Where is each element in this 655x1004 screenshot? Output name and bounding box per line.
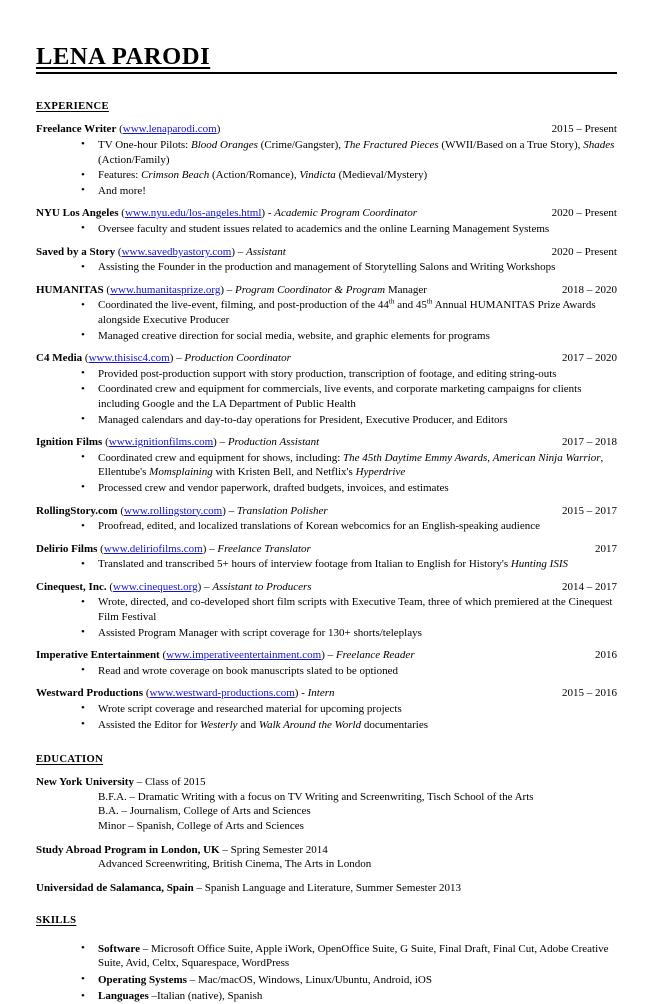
employer-website-link[interactable]: www.nyu.edu/los-angeles.html	[125, 207, 261, 219]
experience-entry-header	[36, 245, 617, 260]
experience-bullet: • Translated and transcribed 5+ hours of interview footage from Italian to English for History's Hunting ISIS	[36, 557, 617, 572]
experience-entry-header	[36, 283, 617, 298]
experience-bullet: • Wrote, directed, and co-developed short film scripts with Executive Team, three of which premiered at the Cinequest Film Festival	[36, 595, 617, 624]
employer-name: Cinequest, Inc.	[36, 581, 107, 593]
experience-entry-header	[36, 542, 617, 557]
school-name: New York University	[36, 776, 134, 788]
experience-bullet: • Coordinated crew and equipment for shows, including: The 45th Daytime Emmy Awards, American Ninja Warrior, Ellentube's Momsplaining with Kristen Bell, and Netflix's Hyperdrive	[36, 451, 617, 480]
employer-website-link[interactable]: www.westward-productions.com	[149, 687, 294, 699]
job-role: Assistant	[246, 246, 286, 258]
employer-website-link[interactable]: www.savedbyastory.com	[122, 246, 232, 258]
experience-entry-dates: 2015 – 2016	[562, 686, 617, 701]
experience-bullet: • Proofread, edited, and localized translations of Korean webcomics for an English-speaking audience	[36, 519, 617, 534]
school-detail: – Spring Semester 2014	[220, 844, 328, 856]
experience-entry-dates: 2015 – 2017	[562, 504, 617, 519]
job-role-suffix: Manager	[388, 284, 427, 296]
experience-entry	[36, 542, 617, 572]
experience-entry-header	[36, 351, 617, 366]
experience-bullet-list	[36, 298, 617, 343]
resume-header	[36, 44, 617, 74]
job-role: Translation Polisher	[237, 505, 328, 517]
skill-value: – Mac/macOS, Windows, Linux/Ubuntu, Android, iOS	[187, 974, 432, 986]
section-heading-education: EDUCATION	[36, 754, 103, 765]
experience-entry	[36, 686, 617, 732]
experience-entry	[36, 245, 617, 275]
experience-entry-header	[36, 686, 617, 701]
employer-website-link[interactable]: www.lenaparodi.com	[123, 123, 217, 135]
employer-name: Imperative Entertainment	[36, 649, 160, 661]
experience-entry-dates: 2015 – Present	[552, 122, 617, 137]
job-role: Production Coordinator	[184, 352, 290, 364]
experience-entry-header	[36, 122, 617, 137]
experience-entry	[36, 435, 617, 495]
experience-entry-title: NYU Los Angeles (www.nyu.edu/los-angeles.html) - Academic Program Coordinator	[36, 206, 552, 221]
employer-website-link[interactable]: www.ignitionfilms.com	[109, 436, 213, 448]
experience-entry-title: Imperative Entertainment (www.imperativeentertainment.com) – Freelance Reader	[36, 648, 595, 663]
experience-bullet-list	[36, 367, 617, 428]
job-role: Freelance Translator	[217, 543, 310, 555]
employer-website-link[interactable]: www.thisisc4.com	[89, 352, 170, 364]
employer-name: HUMANITAS	[36, 284, 104, 296]
school-name: Universidad de Salamanca, Spain	[36, 882, 194, 894]
experience-entry-title: Ignition Films (www.ignitionfilms.com) – Production Assistant	[36, 435, 562, 450]
experience-entry	[36, 648, 617, 678]
section-heading-experience: EXPERIENCE	[36, 101, 109, 112]
experience-bullet: • Assisted the Editor for Westerly and Walk Around the World documentaries	[36, 718, 617, 733]
experience-entry-dates: 2020 – Present	[552, 206, 617, 221]
education-entry	[36, 775, 617, 834]
job-role: Program Coordinator & Program	[235, 284, 385, 296]
education-detail-line: B.F.A. – Dramatic Writing with a focus on TV Writing and Screenwriting, Tisch School of the Arts	[36, 790, 617, 805]
experience-bullet-list	[36, 595, 617, 640]
experience-list	[36, 122, 617, 732]
experience-bullet: • Managed creative direction for social media, website, and graphic elements for programs	[36, 329, 617, 344]
experience-entry-title: Delirio Films (www.deliriofilms.com) – Freelance Translator	[36, 542, 595, 557]
experience-bullet-list	[36, 451, 617, 496]
section-heading-skills: SKILLS	[36, 915, 76, 926]
employer-name: Westward Productions	[36, 687, 143, 699]
experience-entry-title: Freelance Writer (www.lenaparodi.com)	[36, 122, 552, 137]
experience-bullet: • Assisting the Founder in the production and management of Storytelling Salons and Writing Workshops	[36, 260, 617, 275]
employer-website-link[interactable]: www.rollingstory.com	[124, 505, 222, 517]
experience-entry-dates: 2020 – Present	[552, 245, 617, 260]
employer-name: Delirio Films	[36, 543, 97, 555]
skill-item	[36, 989, 617, 1004]
experience-entry-header	[36, 206, 617, 221]
experience-entry-dates: 2014 – 2017	[562, 580, 617, 595]
experience-bullet: • Provided post-production support with story production, transcription of footage, and editing string-outs	[36, 367, 617, 382]
education-entry-header	[36, 881, 617, 896]
experience-entry	[36, 504, 617, 534]
skill-label: Software	[98, 943, 140, 955]
experience-entry	[36, 580, 617, 640]
employer-name: Ignition Films	[36, 436, 102, 448]
employer-website-link[interactable]: www.humanitasprize.org	[110, 284, 220, 296]
experience-bullet-list	[36, 702, 617, 732]
experience-bullet: • Wrote script coverage and researched material for upcoming projects	[36, 702, 617, 717]
experience-bullet-list	[36, 519, 617, 534]
experience-entry-title: HUMANITAS (www.humanitasprize.org) – Program Coordinator & Program Manager	[36, 283, 562, 298]
skill-value: –Italian (native), Spanish	[149, 990, 263, 1002]
education-list	[36, 775, 617, 895]
experience-entry-dates: 2017 – 2018	[562, 435, 617, 450]
skill-item	[36, 973, 617, 988]
job-role: Academic Program Coordinator	[274, 207, 417, 219]
experience-entry-header	[36, 580, 617, 595]
education-entry	[36, 881, 617, 896]
experience-bullet-list	[36, 557, 617, 572]
experience-bullet: • And more!	[36, 184, 617, 199]
employer-website-link[interactable]: www.cinequest.org	[113, 581, 198, 593]
education-entry-header	[36, 775, 617, 790]
experience-bullet: • Processed crew and vendor paperwork, drafted budgets, invoices, and estimates	[36, 481, 617, 496]
skill-value: – Microsoft Office Suite, Apple iWork, OpenOffice Suite, G Suite, Final Draft, Final Cut, Adobe Creative Suite, Avid, Celtx, Squarespace, WordPress	[98, 943, 609, 970]
skill-label: Languages	[98, 990, 149, 1002]
experience-bullet: • Read and wrote coverage on book manuscripts slated to be optioned	[36, 664, 617, 679]
skill-item	[36, 942, 617, 972]
experience-entry-dates: 2016	[595, 648, 617, 663]
experience-bullet: • Coordinated crew and equipment for commercials, live events, and corporate marketing campaigns for clients including Google and the LA Department of Public Health	[36, 382, 617, 411]
experience-entry-title: C4 Media (www.thisisc4.com) – Production Coordinator	[36, 351, 562, 366]
education-entry	[36, 843, 617, 872]
experience-entry-header	[36, 648, 617, 663]
experience-entry-dates: 2017	[595, 542, 617, 557]
section-skills-heading-wrap	[36, 910, 617, 928]
employer-name: NYU Los Angeles	[36, 207, 119, 219]
education-detail-line: Minor – Spanish, College of Arts and Sciences	[36, 819, 617, 834]
experience-bullet: • Features: Crimson Beach (Action/Romance), Vindicta (Medieval/Mystery)	[36, 168, 617, 183]
experience-bullet: • Oversee faculty and student issues related to academics and the online Learning Management Systems	[36, 222, 617, 237]
experience-entry	[36, 206, 617, 236]
employer-name: Saved by a Story	[36, 246, 115, 258]
section-experience-heading-wrap	[36, 96, 617, 114]
experience-entry	[36, 351, 617, 427]
experience-bullet-list	[36, 260, 617, 275]
header-divider	[36, 72, 617, 74]
experience-entry	[36, 283, 617, 343]
section-education-heading-wrap	[36, 749, 617, 767]
experience-bullet: • Managed calendars and day-to-day operations for President, Executive Producer, and Editors	[36, 413, 617, 428]
experience-entry-title: RollingStory.com (www.rollingstory.com) – Translation Polisher	[36, 504, 562, 519]
employer-name: RollingStory.com	[36, 505, 118, 517]
job-role: Production Assistant	[228, 436, 319, 448]
experience-bullet-list	[36, 222, 617, 237]
experience-bullet-list	[36, 664, 617, 679]
experience-entry-dates: 2018 – 2020	[562, 283, 617, 298]
skill-label: Operating Systems	[98, 974, 187, 986]
experience-bullet: • Assisted Program Manager with script coverage for 130+ shorts/teleplays	[36, 626, 617, 641]
experience-entry-dates: 2017 – 2020	[562, 351, 617, 366]
job-role: Assistant to Producers	[212, 581, 311, 593]
education-entry-header	[36, 843, 617, 858]
experience-entry	[36, 122, 617, 198]
education-detail-line: Advanced Screenwriting, British Cinema, The Arts in London	[36, 857, 617, 872]
skills-list	[36, 942, 617, 1004]
employer-name: Freelance Writer	[36, 123, 116, 135]
school-detail: – Spanish Language and Literature, Summer Semester 2013	[194, 882, 461, 894]
experience-bullet: • Coordinated the live-event, filming, and post-production of the 44th and 45th Annual HUMANITAS Prize Awards alongside Executive Producer	[36, 298, 617, 327]
experience-entry-title: Cinequest, Inc. (www.cinequest.org) – Assistant to Producers	[36, 580, 562, 595]
experience-entry-title: Saved by a Story (www.savedbyastory.com) – Assistant	[36, 245, 552, 260]
job-role: Intern	[308, 687, 335, 699]
school-detail: – Class of 2015	[134, 776, 206, 788]
job-role: Freelance Reader	[336, 649, 415, 661]
experience-bullet: • TV One-hour Pilots: Blood Oranges (Crime/Gangster), The Fractured Pieces (WWII/Based on a True Story), Shades (Action/Family)	[36, 138, 617, 167]
experience-entry-header	[36, 504, 617, 519]
candidate-name: LENA PARODI	[36, 44, 210, 70]
experience-bullet-list	[36, 138, 617, 199]
employer-name: C4 Media	[36, 352, 82, 364]
employer-website-link[interactable]: www.imperativeentertainment.com	[166, 649, 321, 661]
employer-website-link[interactable]: www.deliriofilms.com	[104, 543, 203, 555]
experience-entry-title: Westward Productions (www.westward-productions.com) - Intern	[36, 686, 562, 701]
school-name: Study Abroad Program in London, UK	[36, 844, 220, 856]
education-detail-line: B.A. – Journalism, College of Arts and Sciences	[36, 804, 617, 819]
experience-entry-header	[36, 435, 617, 450]
